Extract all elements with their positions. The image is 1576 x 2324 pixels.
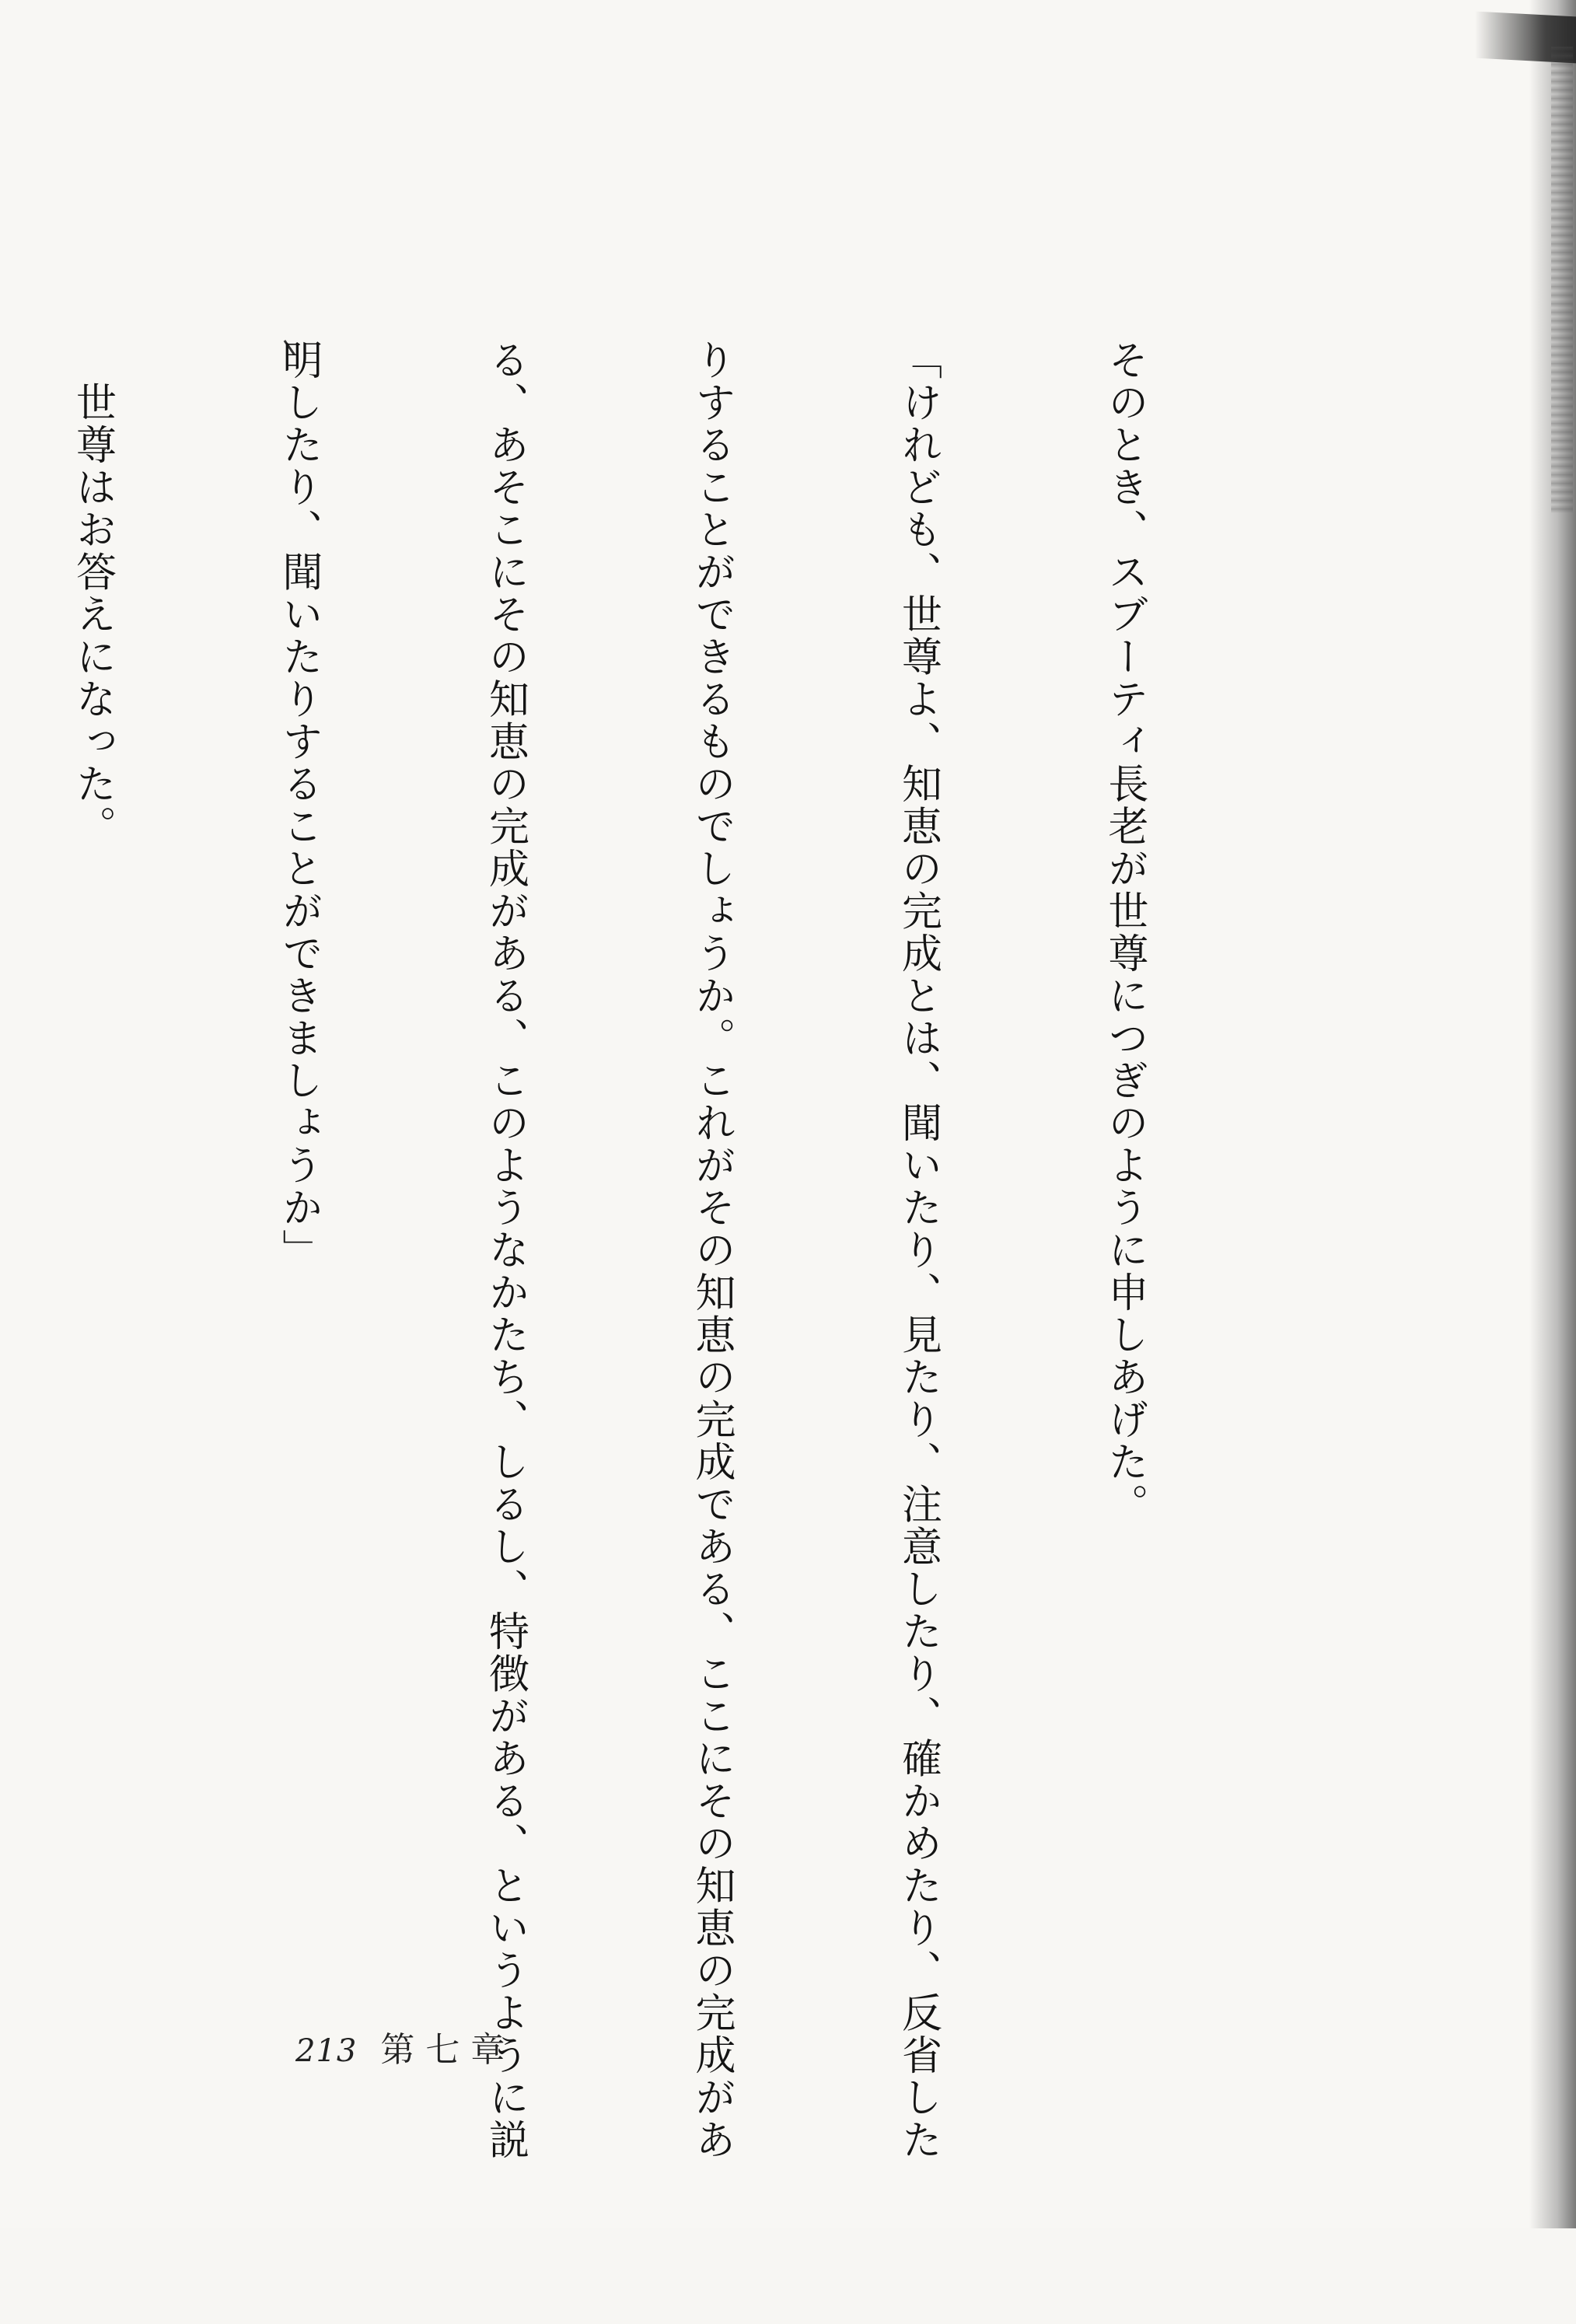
text-line: 世尊はお答えになった。 bbox=[68, 339, 116, 847]
gutter-speckle bbox=[1551, 47, 1573, 513]
text-line: る、あそこにその知恵の完成がある、このようなかたち、しるし、特徴がある、というように説 bbox=[481, 339, 529, 2161]
text-line: そのとき、スブーティ長老が世尊につぎのように申しあげた。 bbox=[1101, 339, 1148, 1525]
page-footer bbox=[295, 2022, 515, 2071]
text-line: りすることができるものでしょうか。これがその知恵の完成である、ここにその知恵の完成があ bbox=[688, 339, 735, 2161]
text-line: 「けれども、世尊よ、知恵の完成とは、聞いたり、見たり、注意したり、確かめたり、反省した bbox=[894, 339, 942, 2161]
page-number: 213 bbox=[295, 2033, 358, 2069]
chapter-label: 第七章 bbox=[380, 2030, 516, 2070]
text-line: 明したり、聞いたりすることができましょうか」 bbox=[275, 339, 322, 1271]
